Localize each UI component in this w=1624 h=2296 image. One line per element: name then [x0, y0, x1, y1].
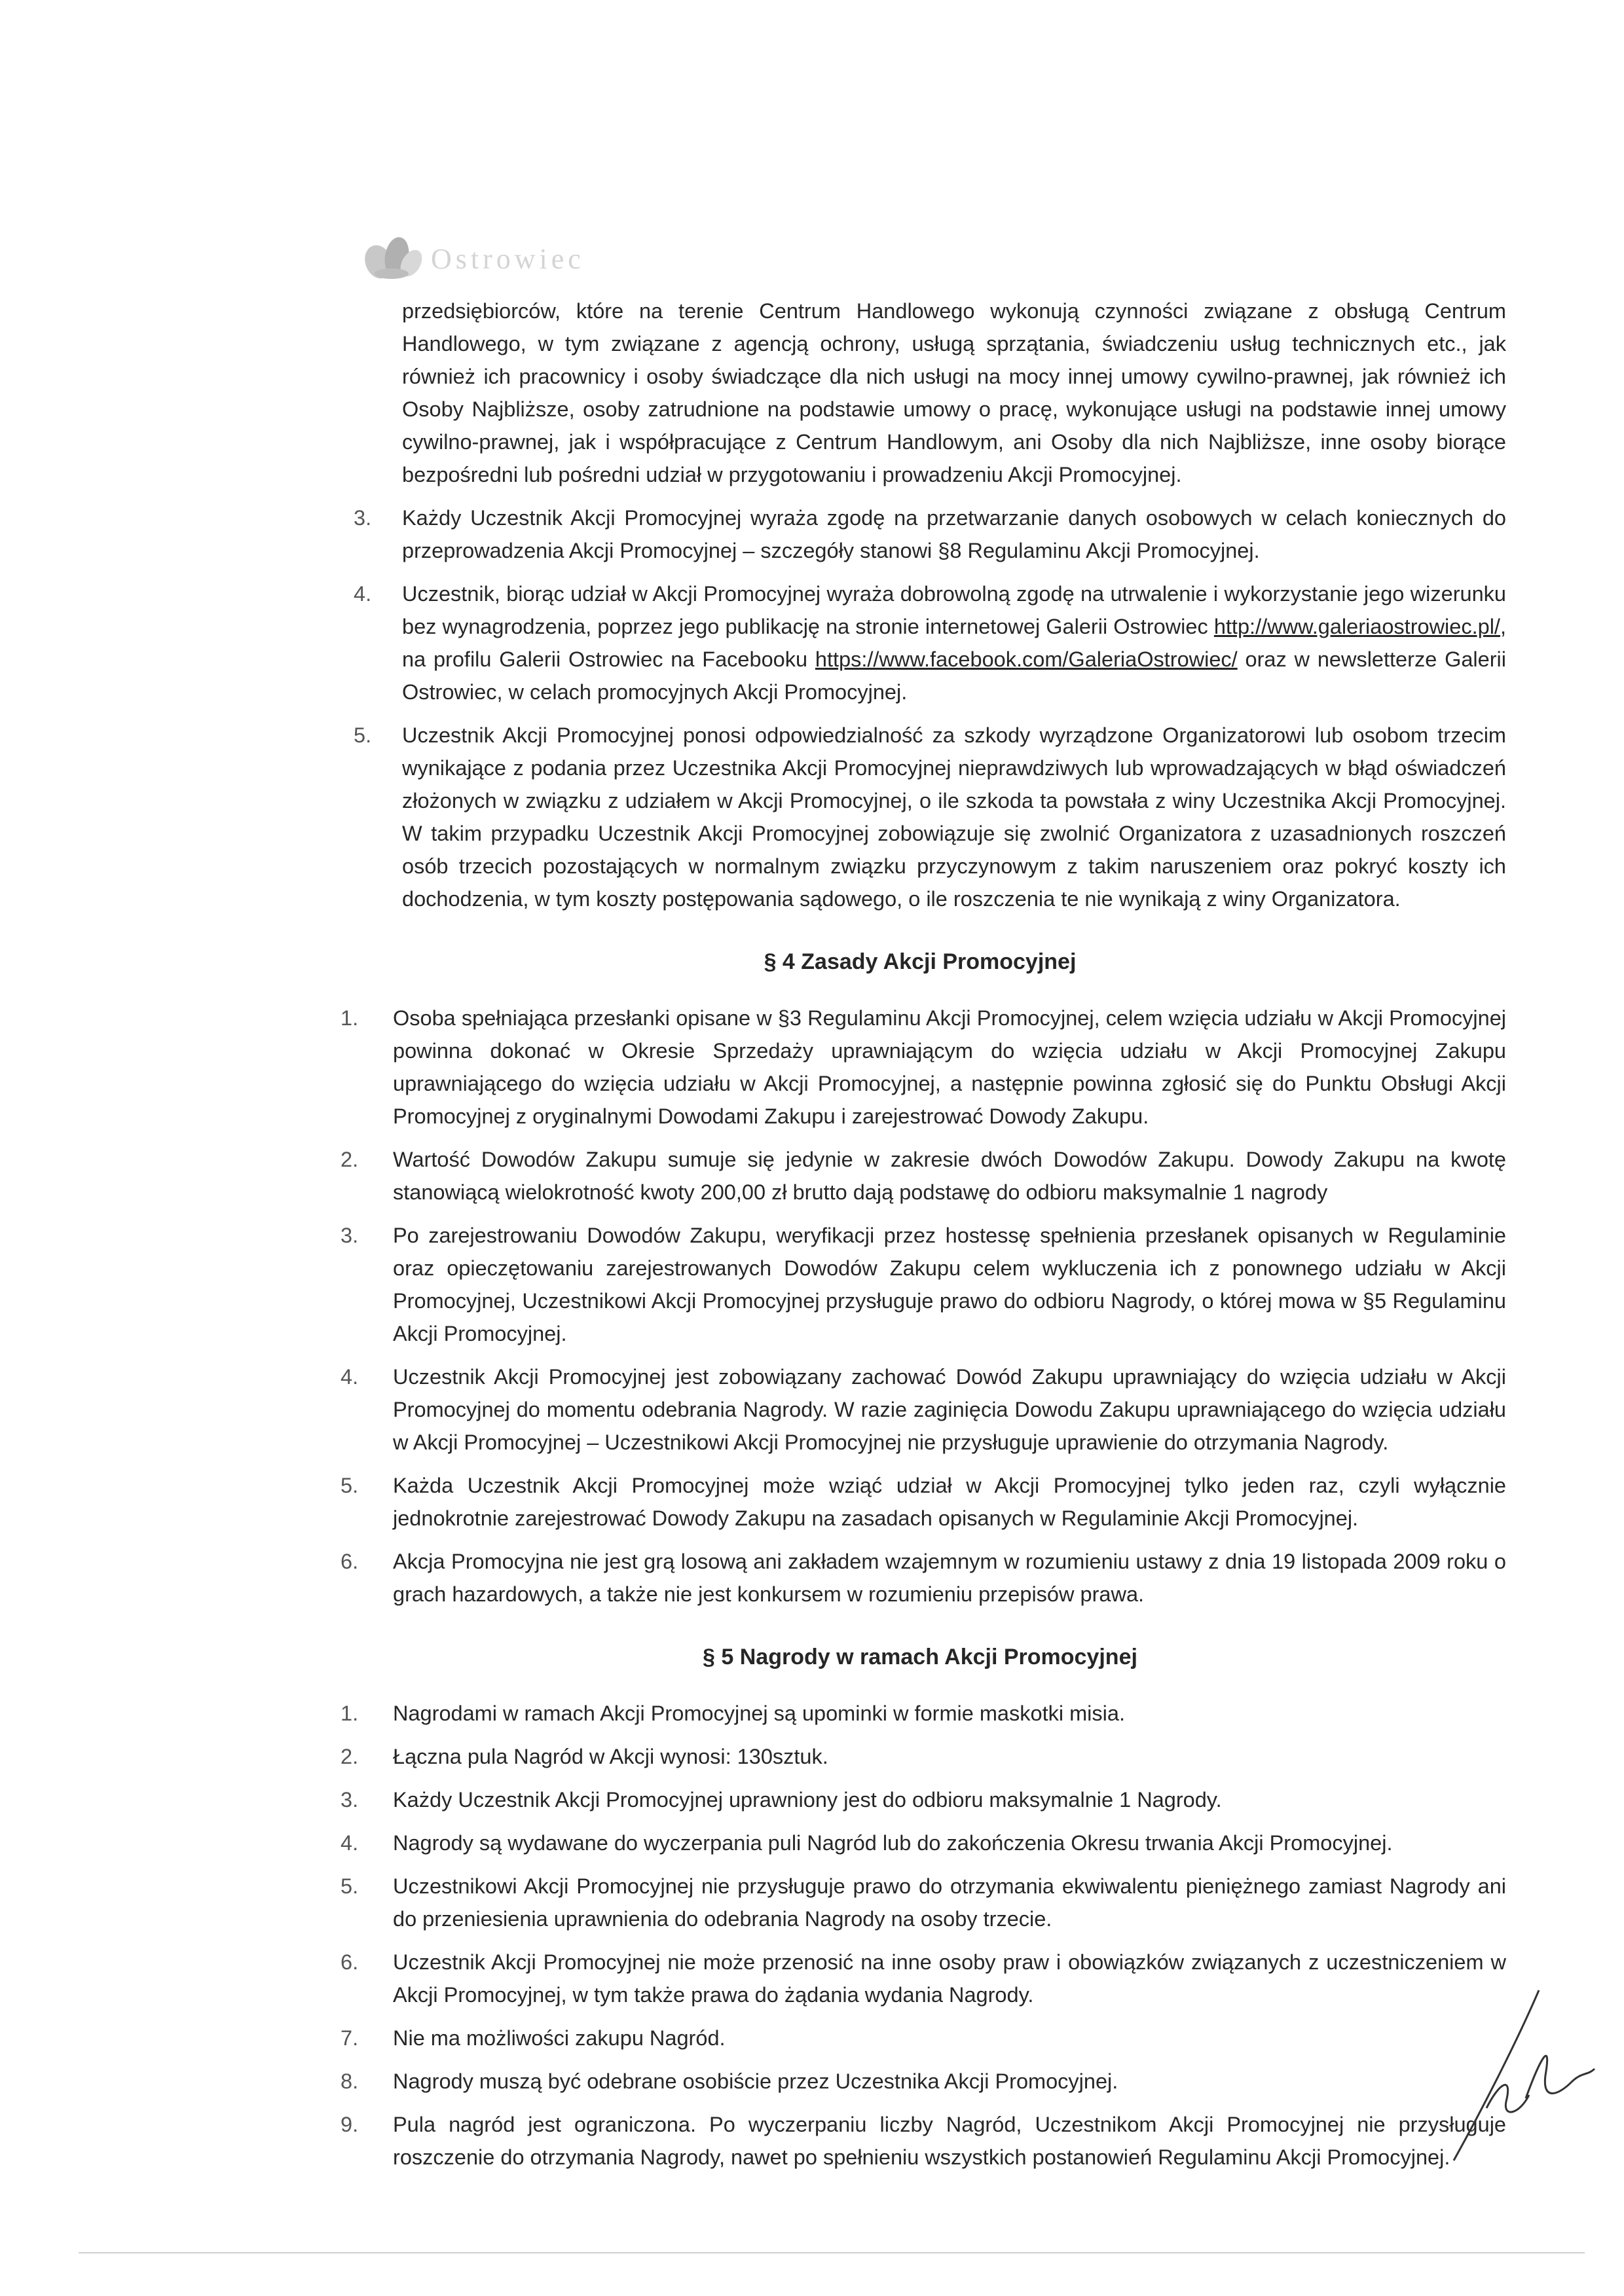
section3-list	[334, 501, 1506, 915]
list-item	[334, 2065, 1506, 2098]
section3-lead-paragraph: przedsiębiorców, które na terenie Centrum Handlowego wykonują czynności związane z obsługą Centrum Handlowego, w tym związane z agencją ochrony, usługą sprzątania, świadczeniu usług technicznych etc., jak również ich pracownicy i osoby świadczące dla nich usługi na mocy innej umowy cywilno-prawnej, jak również ich Osoby Najbliższe, osoby zatrudnione na podstawie umowy o pracę, wykonujące usługi na podstawie innej umowy cywilno-prawnej, jak i współpracujące z Centrum Handlowym, ani Osoby dla nich Najbliższe, inne osoby biorące bezpośredni lub pośredni udział w przygotowaniu i prowadzeniu Akcji Promocyjnej.	[402, 299, 1506, 486]
list-item	[334, 2022, 1506, 2054]
list-item-text: Każdy Uczestnik Akcji Promocyjnej wyraża zgodę na przetwarzanie danych osobowych w celach koniecznych do przeprowadzenia Akcji Promocyjnej – szczegóły stanowi §8 Regulaminu Akcji Promocyjnej.	[402, 506, 1506, 562]
list-item-text: Osoba spełniająca przesłanki opisane w §3 Regulaminu Akcji Promocyjnej, celem wzięcia udziału w Akcji Promocyjnej powinna dokonać w Okresie Sprzedaży uprawniającym do wzięcia udziału w Akcji Promocyjnej Zakupu uprawniającego do wzięcia udziału w Akcji Promocyjnej, a następnie powinna zgłosić się do Punktu Obsługi Akcji Promocyjnej z oryginalnymi Dowodami Zakupu i zarejestrować Dowody Zakupu.	[393, 1006, 1506, 1128]
list-item-number: 6.	[341, 1950, 359, 1974]
list-item-number: 5.	[354, 723, 372, 747]
list-item-number: 5.	[341, 1874, 359, 1898]
facebook-link[interactable]: https://www.facebook.com/GaleriaOstrowiec/	[815, 647, 1238, 671]
list-item-text: Nie ma możliwości zakupu Nagród.	[393, 2026, 726, 2050]
list-item-text: Każdy Uczestnik Akcji Promocyjnej uprawniony jest do odbioru maksymalnie 1 Nagrody.	[393, 1788, 1222, 1812]
list-item-text: Uczestnikowi Akcji Promocyjnej nie przysługuje prawo do otrzymania ekwiwalentu pieniężnego zamiast Nagrody ani do przeniesienia uprawnienia do odebrania Nagrody na osoby trzecie.	[393, 1874, 1506, 1931]
page-bottom-divider	[79, 2252, 1585, 2253]
list-item-text: Nagrodami w ramach Akcji Promocyjnej są upominki w formie maskotki misia.	[393, 1702, 1125, 1725]
list-item-number: 3.	[354, 506, 372, 530]
section5-heading: § 5 Nagrody w ramach Akcji Promocyjnej	[703, 1645, 1137, 1669]
list-item	[334, 1143, 1506, 1209]
list-item	[334, 501, 1506, 567]
list-item-number: 9.	[341, 2113, 359, 2136]
list-item	[334, 1870, 1506, 1935]
galeria-ostrowiec-logo	[359, 230, 634, 283]
list-item-number: 2.	[341, 1148, 359, 1171]
logo-text: Ostrowiec	[431, 243, 585, 275]
list-item-text: oraz w newsletterze Galerii Ostrowiec, w celach promocyjnych Akcji Promocyjnej.	[402, 647, 1506, 704]
list-item	[334, 1545, 1506, 1611]
list-item	[334, 1946, 1506, 2011]
list-item	[334, 1827, 1506, 1859]
list-item-text: Akcja Promocyjna nie jest grą losową ani zakładem wzajemnym w rozumieniu ustawy z dnia 19 listopada 2009 roku o grach hazardowych, a także nie jest konkursem w rozumieniu przepisów prawa.	[393, 1550, 1506, 1606]
list-item-text: Łączna pula Nagród w Akcji wynosi: 130sztuk.	[393, 1745, 828, 1768]
list-item	[334, 577, 1506, 708]
list-item-number: 8.	[341, 2069, 359, 2093]
list-item	[334, 1002, 1506, 1133]
section4-heading: § 4 Zasady Akcji Promocyjnej	[764, 949, 1077, 974]
list-item-number: 5.	[341, 1474, 359, 1497]
list-item-text: Uczestnik Akcji Promocyjnej ponosi odpowiedzialność za szkody wyrządzone Organizatorowi lub osobom trzecim wynikające z podania przez Uczestnika Akcji Promocyjnej nieprawdziwych lub wprowadzających w błąd oświadczeń złożonych w związku z udziałem w Akcji Promocyjnej, o ile szkoda ta powstała z winy Uczestnika Akcji Promocyjnej. W takim przypadku Uczestnik Akcji Promocyjnej zobowiązuje się zwolnić Organizatora z uzasadnionych roszczeń osób trzecich pozostających w normalnym związku przyczynowym z takim naruszeniem oraz pokryć koszty ich dochodzenia, w tym koszty postępowania sądowego, o ile roszczenia te nie wynikają z winy Organizatora.	[402, 723, 1506, 911]
list-item	[334, 1783, 1506, 1816]
list-item-text: Po zarejestrowaniu Dowodów Zakupu, weryfikacji przez hostessę spełnienia przesłanek opisanych w Regulaminie oraz opieczętowaniu zarejestrowanych Dowodów Zakupu celem wykluczenia ich z ponownego udziału w Akcji Promocyjnej, Uczestnikowi Akcji Promocyjnej przysługuje prawo do odbioru Nagrody, o której mowa w §5 Regulaminu Akcji Promocyjnej.	[393, 1224, 1506, 1345]
list-item-text: Pula nagród jest ograniczona. Po wyczerpaniu liczby Nagród, Uczestnikom Akcji Promocyjnej nie przysługuje roszczenie do otrzymania Nagrody, nawet po spełnieniu wszystkich postanowień Regulaminu Akcji Promocyjnej.	[393, 2113, 1506, 2169]
list-item-number: 2.	[341, 1745, 359, 1768]
galeria-website-link[interactable]: http://www.galeriaostrowiec.pl/	[1213, 615, 1500, 638]
list-item-number: 7.	[341, 2026, 359, 2050]
list-item-text: Nagrody muszą być odebrane osobiście przez Uczestnika Akcji Promocyjnej.	[393, 2069, 1118, 2093]
list-item-number: 4.	[341, 1831, 359, 1855]
section3-continuation	[334, 295, 1506, 491]
list-item	[334, 719, 1506, 915]
logo-leaf-icon	[359, 230, 431, 283]
document-body	[334, 295, 1506, 2184]
list-item-text: , na profilu Galerii Ostrowiec na Facebooku	[402, 615, 1506, 671]
list-item-number: 4.	[341, 1365, 359, 1389]
list-item-number: 1.	[341, 1702, 359, 1725]
list-item	[334, 1469, 1506, 1535]
handwritten-signature	[1441, 1984, 1598, 2167]
list-item-number: 4.	[354, 582, 372, 606]
list-item-text: Każda Uczestnik Akcji Promocyjnej może wziąć udział w Akcji Promocyjnej tylko jeden raz, czyli wyłącznie jednokrotnie zarejestrować Dowody Zakupu na zasadach opisanych w Regulaminie Akcji Promocyjnej.	[393, 1474, 1506, 1530]
list-item-number: 3.	[341, 1788, 359, 1812]
list-item	[334, 1740, 1506, 1773]
list-item	[334, 2108, 1506, 2174]
list-item-number: 6.	[341, 1550, 359, 1573]
list-item	[334, 1697, 1506, 1730]
list-item-text: Wartość Dowodów Zakupu sumuje się jedynie w zakresie dwóch Dowodów Zakupu. Dowody Zakupu na kwotę stanowiącą wielokrotność kwoty 200,00 zł brutto dają podstawę do odbioru maksymalnie 1 nagrody	[393, 1148, 1506, 1204]
list-item-text: Uczestnik Akcji Promocyjnej jest zobowiązany zachować Dowód Zakupu uprawniający do wzięcia udziału w Akcji Promocyjnej do momentu odebrania Nagrody. W razie zaginięcia Dowodu Zakupu uprawniającego do wzięcia udziału w Akcji Promocyjnej – Uczestnikowi Akcji Promocyjnej nie przysługuje uprawienie do otrzymania Nagrody.	[393, 1365, 1506, 1454]
list-item	[334, 1219, 1506, 1350]
list-item	[334, 1360, 1506, 1459]
list-item-number: 3.	[341, 1224, 359, 1247]
section4-list	[334, 1002, 1506, 1611]
section5-list	[334, 1697, 1506, 2174]
list-item-text: Uczestnik Akcji Promocyjnej nie może przenosić na inne osoby praw i obowiązków związanych z uczestniczeniem w Akcji Promocyjnej, w tym także prawa do żądania wydania Nagrody.	[393, 1950, 1506, 2007]
list-item-text: Nagrody są wydawane do wyczerpania puli Nagród lub do zakończenia Okresu trwania Akcji Promocyjnej.	[393, 1831, 1393, 1855]
list-item-text: Uczestnik, biorąc udział w Akcji Promocyjnej wyraża dobrowolną zgodę na utrwalenie i wykorzystanie jego wizerunku bez wynagrodzenia, poprzez jego publikację na stronie internetowej Galerii Ostrowiec	[402, 582, 1506, 638]
list-item-number: 1.	[341, 1006, 359, 1030]
